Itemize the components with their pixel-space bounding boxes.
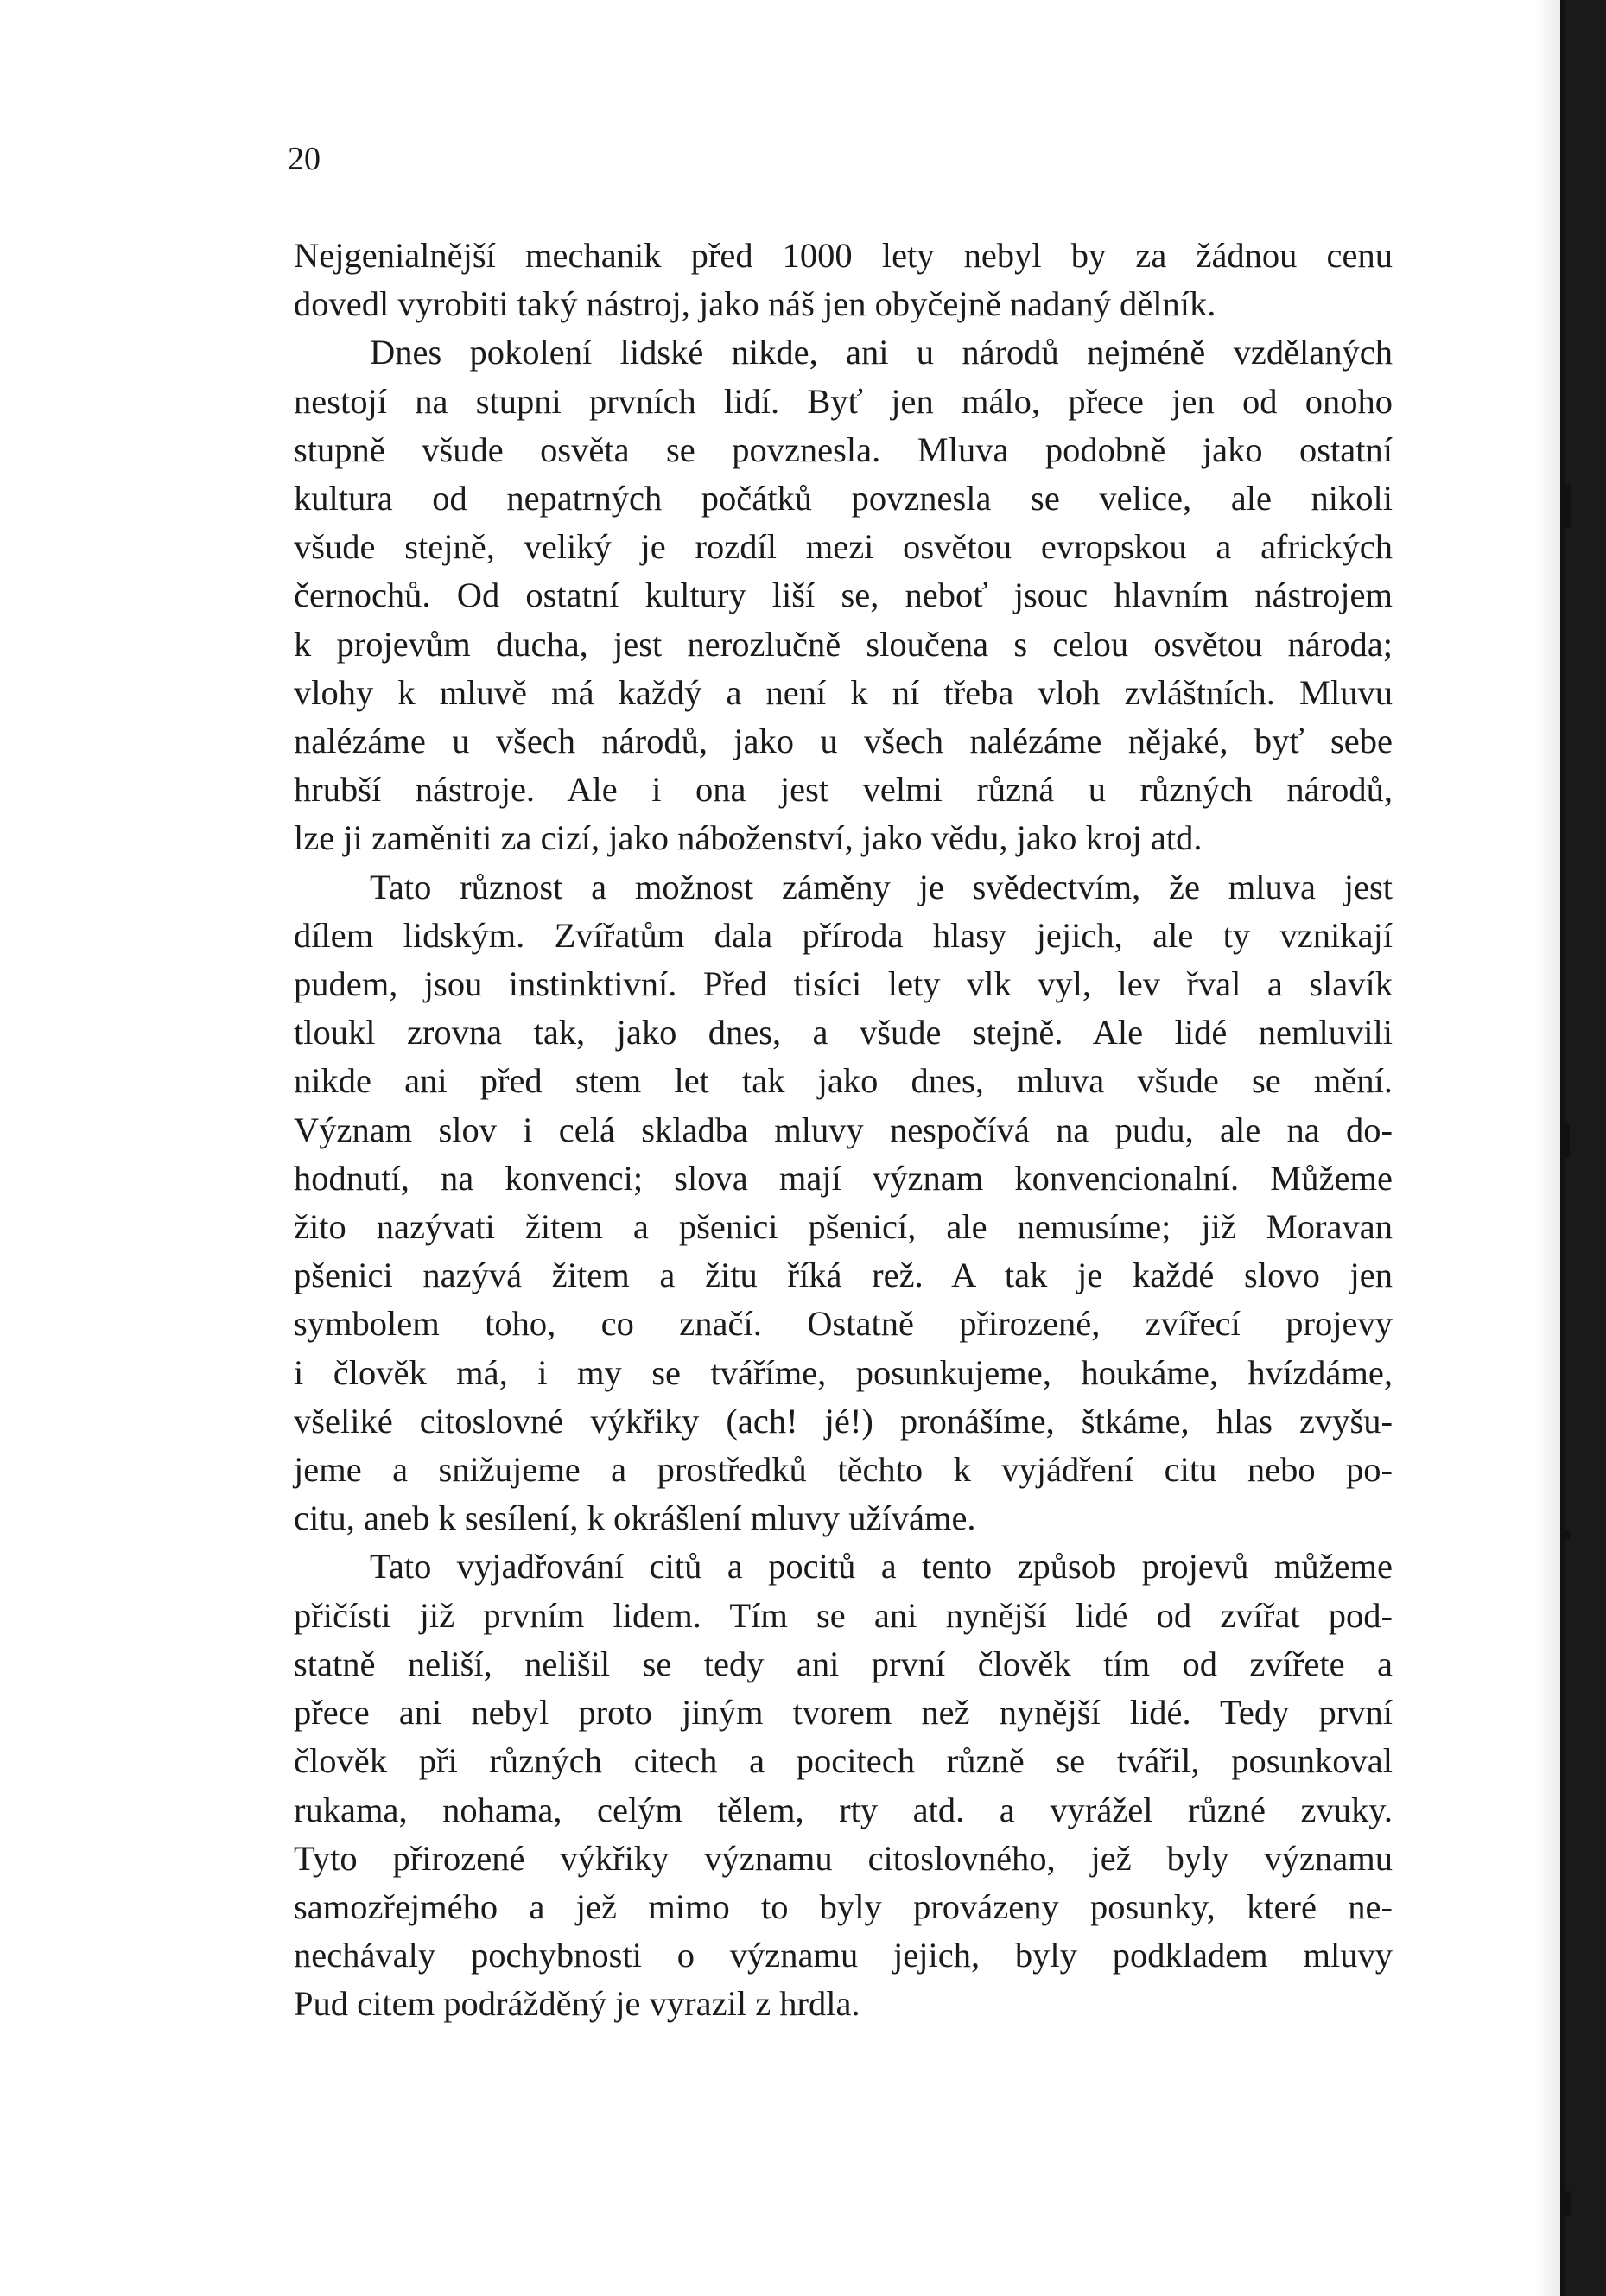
text-line: nestojí na stupni prvních lidí. Byť jen málo, přece jen od onoho	[294, 381, 1393, 421]
scan-mark	[1565, 1123, 1570, 1158]
page-number: 20	[288, 141, 321, 177]
text-line: citu, aneb k sesílení, k okrášlení mluvy užíváme.	[294, 1498, 976, 1538]
text-line: hodnutí, na konvenci; slova mají význam konvencionalní. Můžeme	[294, 1158, 1393, 1198]
text-line: lze ji zaměniti za cizí, jako náboženství, jako vědu, jako kroj atd.	[294, 818, 1203, 858]
text-line: stupně všude osvěta se povznesla. Mluva podobně jako ostatní	[294, 429, 1393, 469]
text-line: rukama, nohama, celým tělem, rty atd. a vyrážel různé zvuky.	[294, 1790, 1393, 1829]
text-line: Pud citem podrážděný je vyrazil z hrdla.	[294, 1984, 860, 2024]
text-line: hrubší nástroje. Ale i ona jest velmi různá u různých národů,	[294, 770, 1393, 810]
scan-mark	[1565, 1530, 1570, 1540]
text-line: člověk při různých citech a pocitech různě se tvářil, posunkoval	[294, 1741, 1393, 1781]
text-line: všude stejně, veliký je rozdíl mezi osvětou evropskou a afrických	[294, 527, 1393, 567]
text-line: symbolem toho, co značí. Ostatně přirozené, zvířecí projevy	[294, 1304, 1393, 1344]
text-line: k projevům ducha, jest nerozlučně sloučena s celou osvětou národa;	[294, 624, 1393, 664]
page-edge-shadow	[1534, 0, 1560, 2296]
text-line: tloukl zrovna tak, jako dnes, a všude stejně. Ale lidé nemluvili	[294, 1013, 1393, 1053]
text-line: kultura od nepatrných počátků povznesla se velice, ale nikoli	[294, 479, 1393, 518]
text-line: přičísti již prvním lidem. Tím se ani nynější lidé od zvířat pod-	[294, 1595, 1393, 1635]
text-line: dovedl vyrobiti taký nástroj, jako náš jen obyčejně nadaný dělník.	[294, 284, 1216, 324]
text-line: Význam slov i celá skladba mluvy nespočívá na pudu, ale na do-	[294, 1110, 1393, 1149]
text-line: nalézáme u všech národů, jako u všech nalézáme nějaké, byť sebe	[294, 722, 1393, 761]
text-line: vlohy k mluvě má každý a není k ní třeba vloh zvláštních. Mluvu	[294, 672, 1393, 712]
text-line: Tato vyjadřování citů a pocitů a tento způsob projevů můžeme	[370, 1547, 1393, 1587]
text-line: Dnes pokolení lidské nikde, ani u národů nejméně vzdělaných	[370, 333, 1393, 372]
text-line: dílem lidským. Zvířatům dala příroda hlasy jejich, ale ty vznikají	[294, 915, 1393, 955]
text-line: Nejgenialnější mechanik před 1000 lety nebyl by za žádnou cenu	[294, 236, 1393, 275]
text-line: Tato různost a možnost záměny je svědectvím, že mluva jest	[370, 867, 1393, 906]
text-line: všeliké citoslovné výkřiky (ach! jé!) pronášíme, štkáme, hlas zvyšu-	[294, 1401, 1393, 1441]
text-line: černochů. Od ostatní kultury liší se, neboť jsouc hlavním nástrojem	[294, 576, 1393, 615]
text-line: i člověk má, i my se tváříme, posunkujeme, houkáme, hvízdáme,	[294, 1352, 1393, 1392]
text-line: jeme a snižujeme a prostředků těchto k vyjádření citu nebo po-	[294, 1450, 1393, 1490]
text-line: nechávaly pochybnosti o významu jejich, byly podkladem mluvy	[294, 1936, 1393, 1975]
scan-mark	[1565, 2191, 1571, 2215]
page-text	[294, 232, 1393, 2029]
text-line: nikde ani před stem let tak jako dnes, mluva všude se mění.	[294, 1061, 1393, 1101]
text-line: samozřejmého a jež mimo to byly provázeny posunky, které ne-	[294, 1886, 1393, 1926]
text-line: pšenici nazývá žitem a žitu říká rež. A tak je každé slovo jen	[294, 1256, 1393, 1295]
scan-mark	[1565, 484, 1571, 527]
text-line: přece ani nebyl proto jiným tvorem než nynější lidé. Tedy první	[294, 1693, 1393, 1733]
text-line: žito nazývati žitem a pšenici pšenicí, ale nemusíme; již Moravan	[294, 1207, 1393, 1247]
text-line: Tyto přirozené výkřiky významu citoslovného, jež byly významu	[294, 1838, 1393, 1878]
text-line: statně neliší, nelišil se tedy ani první člověk tím od zvířete a	[294, 1644, 1393, 1683]
text-line: pudem, jsou instinktivní. Před tisíci lety vlk vyl, lev řval a slavík	[294, 964, 1393, 1004]
